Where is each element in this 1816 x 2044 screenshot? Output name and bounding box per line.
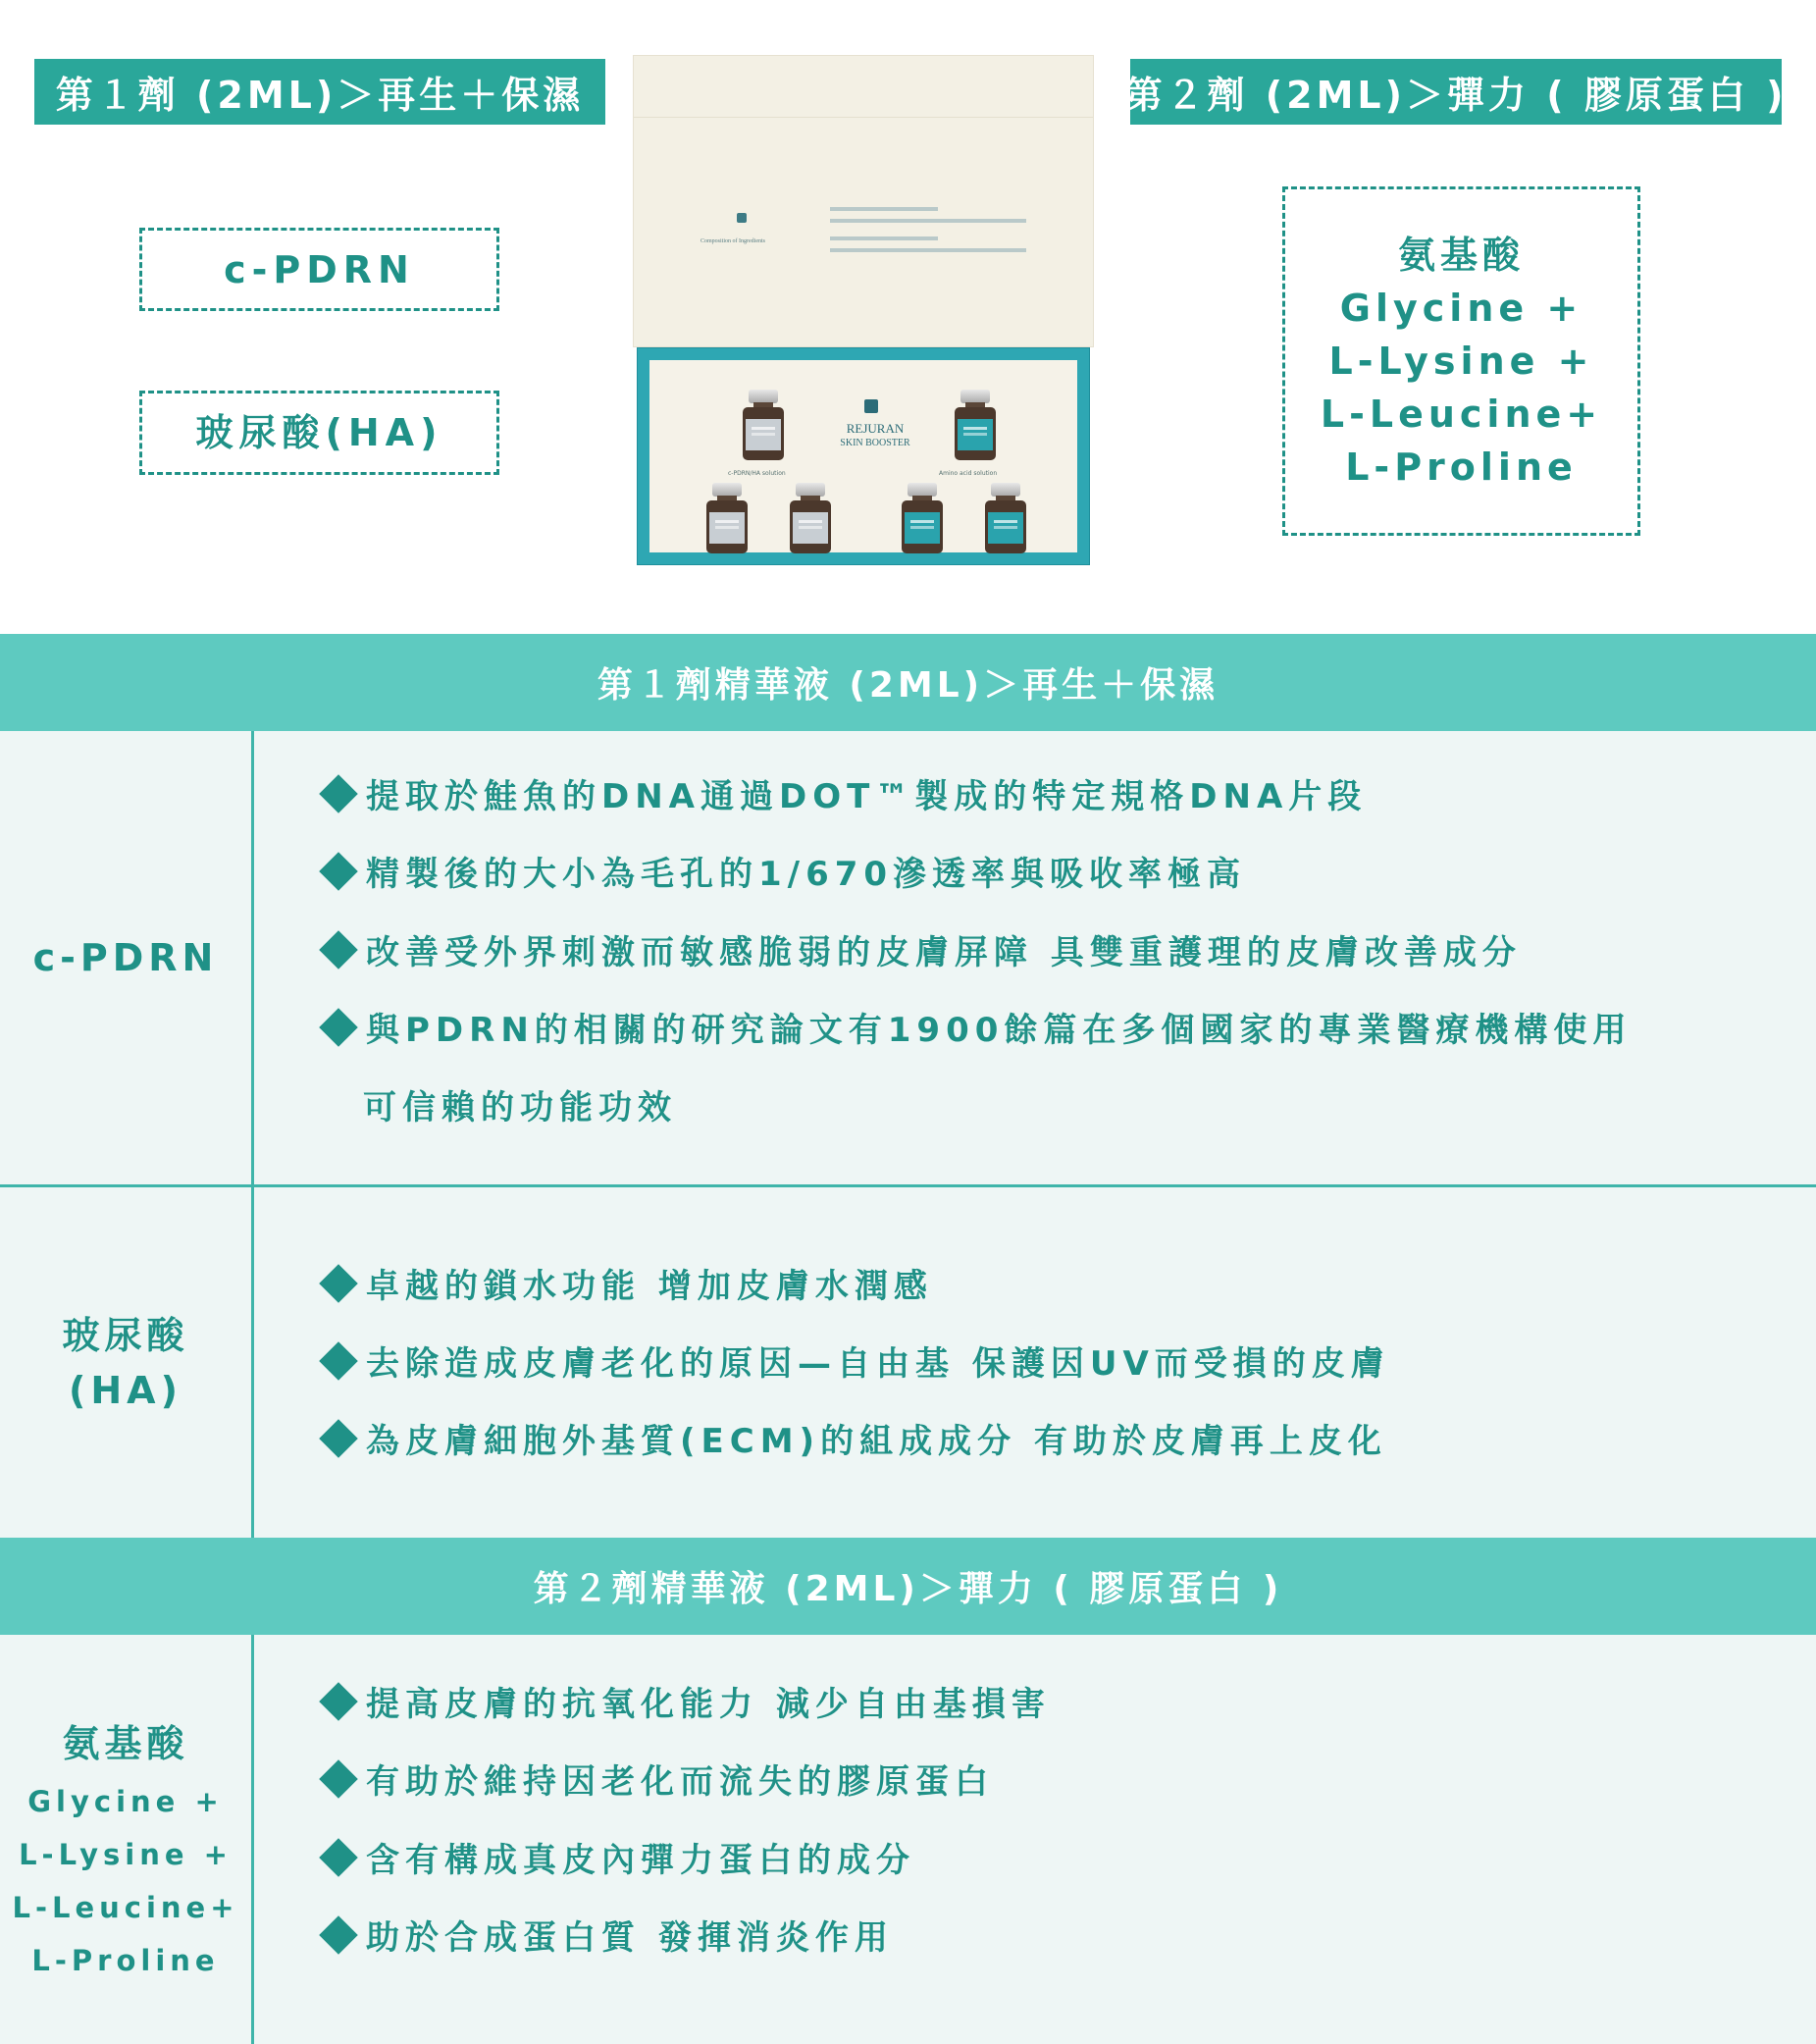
c-pdrn-bullet-4-continuation: 可信賴的功能功效 xyxy=(363,1088,677,1127)
vial-2-bottom-left xyxy=(902,483,943,553)
diamond-bullet-icon xyxy=(319,1915,358,1955)
c-pdrn-bullet-3: 改善受外界刺激而敏感脆弱的皮膚屏障 具雙重護理的皮膚改善成分 xyxy=(319,933,1522,972)
section1-column-divider xyxy=(251,731,254,1538)
c-pdrn-bullet-4: 與PDRN的相關的研究論文有1900餘篇在多個國家的專業醫療機構使用 xyxy=(319,1011,1632,1050)
c-pdrn-ingredient-box xyxy=(139,228,499,311)
amino-acid-ingredient-box xyxy=(1282,186,1640,536)
vial-2-top xyxy=(955,390,996,460)
brand-name: REJURAN SKIN BOOSTER xyxy=(840,421,910,448)
diamond-bullet-icon xyxy=(319,1008,358,1047)
diamond-bullet-icon xyxy=(319,1838,358,1877)
section2-column-divider xyxy=(251,1635,254,2044)
ha-bullet-3: 為皮膚細胞外基質(ECM)的組成成分 有助於皮膚再上皮化 xyxy=(319,1422,1387,1461)
ha-row-label: 玻尿酸 (HA) xyxy=(62,1313,189,1412)
brand-mark-icon xyxy=(864,399,878,413)
vial-2-bottom-right xyxy=(985,483,1026,553)
amino-bullet-4: 助於合成蛋白質 發揮消炎作用 xyxy=(319,1918,894,1958)
ha-bullet-1: 卓越的鎖水功能 增加皮膚水潤感 xyxy=(319,1267,933,1306)
section1-table xyxy=(0,731,1816,1538)
c-pdrn-bullet-1: 提取於鮭魚的DNA通過DOT™製成的特定規格DNA片段 xyxy=(319,777,1367,816)
glycine-line: Glycine + xyxy=(1339,287,1583,330)
c-pdrn-row-label: c-PDRN xyxy=(32,936,219,979)
ha-ingredient-box xyxy=(139,391,499,475)
section1-row-divider xyxy=(0,1184,1816,1187)
second-dose-header: 第２劑 (2ML)＞彈力 ( 膠原蛋白 ) xyxy=(1130,59,1782,125)
right-tray-label: Amino acid solution xyxy=(939,470,998,477)
lid-caption: Composition of Ingredients xyxy=(700,238,765,244)
ha-bullet-2: 去除造成皮膚老化的原因—自由基 保護因UV而受損的皮膚 xyxy=(319,1344,1390,1384)
proline-line: L-Proline xyxy=(1345,445,1578,489)
diamond-bullet-icon xyxy=(319,930,358,970)
first-dose-header: 第１劑 (2ML)＞再生＋保濕 xyxy=(34,59,605,125)
brand-logo-icon xyxy=(737,213,747,223)
ingredient-c-pdrn: c-PDRN xyxy=(224,247,415,291)
diamond-bullet-icon xyxy=(319,1341,358,1381)
ingredient-ha: 玻尿酸(HA) xyxy=(195,411,443,454)
diamond-bullet-icon xyxy=(319,1682,358,1721)
amino-bullet-1: 提高皮膚的抗氧化能力 減少自由基損害 xyxy=(319,1685,1051,1724)
diamond-bullet-icon xyxy=(319,774,358,813)
product-box-image xyxy=(633,55,1094,567)
section1-header: 第１劑精華液 (2ML)＞再生＋保濕 xyxy=(0,634,1816,731)
amino-acid-line: 氨基酸 xyxy=(1397,234,1525,277)
amino-bullet-2: 有助於維持因老化而流失的膠原蛋白 xyxy=(319,1762,994,1802)
vial-1-top xyxy=(743,390,784,460)
box-lid xyxy=(633,55,1094,347)
leucine-line: L-Leucine+ xyxy=(1320,393,1603,436)
lysine-line: L-Lysine + xyxy=(1328,340,1594,383)
amino-bullet-3: 含有構成真皮內彈力蛋白的成分 xyxy=(319,1841,915,1880)
c-pdrn-bullet-2: 精製後的大小為毛孔的1/670滲透率與吸收率極高 xyxy=(319,855,1246,894)
vial-1-bottom-right xyxy=(790,483,831,553)
amino-acid-row-label: 氨基酸 Glycine + L-Lysine + L-Leucine+ L-Proline xyxy=(12,1722,239,1977)
diamond-bullet-icon xyxy=(319,1419,358,1458)
section2-header: 第２劑精華液 (2ML)＞彈力 ( 膠原蛋白 ) xyxy=(0,1538,1816,1635)
diamond-bullet-icon xyxy=(319,1264,358,1303)
box-tray xyxy=(637,347,1090,565)
vial-1-bottom-left xyxy=(706,483,748,553)
diamond-bullet-icon xyxy=(319,1759,358,1799)
diamond-bullet-icon xyxy=(319,852,358,891)
left-tray-label: c-PDRN/HA solution xyxy=(728,470,786,477)
